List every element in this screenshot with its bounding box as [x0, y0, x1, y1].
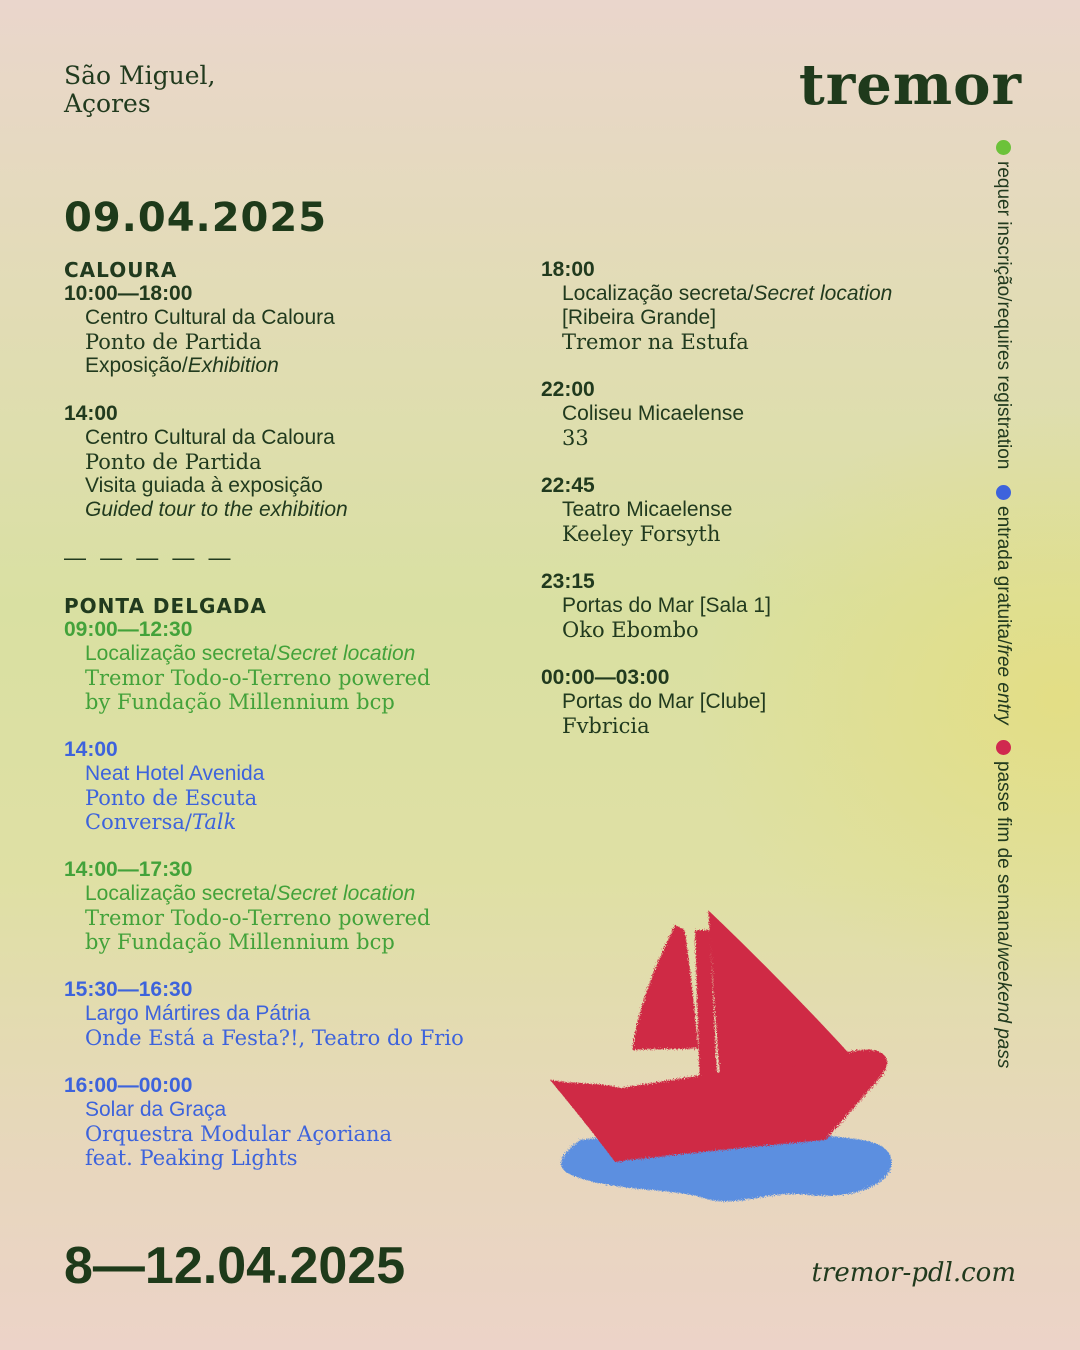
entry-type: Exposição/Exhibition: [85, 354, 279, 377]
entry-time: 18:00: [541, 258, 595, 281]
schedule-entry: [541, 570, 961, 642]
legend-weekend-pass: [991, 740, 1015, 1068]
entry-title: Ponto de Partida: [85, 330, 262, 354]
entry-place: Largo Mártires da Pátria: [85, 1002, 311, 1025]
tremor-logo: tremor: [798, 52, 1022, 118]
entry-time: 16:00—00:00: [64, 1074, 193, 1097]
schedule-right-column: [541, 258, 961, 762]
entry-time: 09:00—12:30: [64, 618, 193, 641]
entry-title: Tremor na Estufa: [562, 330, 749, 354]
entry-title: Ponto de Escuta: [85, 786, 258, 810]
green-dot-icon: [996, 140, 1011, 155]
entry-sponsor: by Fundação Millennium bcp: [85, 690, 395, 714]
schedule-entry: [541, 474, 961, 546]
entry-time: 10:00—18:00: [64, 282, 193, 305]
entry-title: Orquestra Modular Açoriana: [85, 1122, 393, 1146]
schedule-entry: [64, 1074, 504, 1170]
entry-title: Fvbricia: [562, 714, 650, 738]
location-label: [64, 62, 215, 118]
location-line-2: Açores: [64, 89, 151, 118]
entry-time: 00:00—03:00: [541, 666, 670, 689]
red-dot-icon: [996, 740, 1011, 755]
venue-caloura: CALOURA: [64, 258, 178, 282]
boat-sail-left: [632, 925, 698, 1050]
entry-title: Tremor Todo-o-Terreno powered: [85, 906, 431, 930]
entry-title-2: feat. Peaking Lights: [85, 1146, 298, 1170]
entry-place: Portas do Mar [Clube]: [562, 690, 767, 713]
venue-ponta-delgada: PONTA DELGADA: [64, 594, 267, 618]
legend-sidebar: [991, 140, 1015, 1068]
sailboat-illustration: [540, 900, 910, 1210]
entry-title: 33: [562, 426, 589, 450]
entry-type: Conversa/Talk: [85, 810, 237, 834]
schedule-entry: [64, 738, 504, 834]
entry-time: 14:00—17:30: [64, 858, 193, 881]
schedule-entry: [64, 858, 504, 954]
schedule-entry: [541, 258, 961, 354]
schedule-entry: [64, 282, 504, 378]
entry-place: Portas do Mar [Sala 1]: [562, 594, 771, 617]
entry-place: Centro Cultural da Caloura: [85, 306, 335, 329]
entry-time: 22:00: [541, 378, 595, 401]
entry-title: Oko Ebombo: [562, 618, 699, 642]
schedule-entry: [64, 618, 504, 714]
legend-registration: [991, 140, 1015, 469]
schedule-entry: [64, 978, 504, 1050]
section-divider: — — — — —: [64, 545, 235, 570]
entry-place: Neat Hotel Avenida: [85, 762, 265, 785]
location-line-1: São Miguel,: [64, 61, 216, 90]
blue-dot-icon: [996, 485, 1011, 500]
legend-registration-label: requer inscrição/requires registration: [993, 161, 1014, 470]
entry-title: Tremor Todo-o-Terreno powered: [85, 666, 431, 690]
entry-sponsor: by Fundação Millennium bcp: [85, 930, 395, 954]
legend-free-entry: [991, 485, 1015, 725]
legend-free-entry-label: entrada gratuita/free entry: [993, 505, 1014, 725]
schedule-entry: [541, 378, 961, 450]
entry-title: Ponto de Partida: [85, 450, 262, 474]
festival-dates: 8—12.04.2025: [64, 1237, 406, 1295]
entry-description-en: Guided tour to the exhibition: [85, 498, 348, 521]
legend-weekend-pass-label: passe fim de semana/weekend pass: [993, 760, 1014, 1068]
entry-time: 15:30—16:30: [64, 978, 193, 1001]
entry-place: Centro Cultural da Caloura: [85, 426, 335, 449]
entry-place: Coliseu Micaelense: [562, 402, 745, 425]
entry-place: Localização secreta/Secret location: [85, 882, 416, 905]
entry-time: 14:00: [64, 402, 118, 425]
entry-description: Visita guiada à exposição: [85, 474, 323, 497]
boat-sail-right: [708, 910, 855, 1075]
entry-title: Keeley Forsyth: [562, 522, 721, 546]
schedule-entry: [541, 666, 961, 738]
entry-time: 23:15: [541, 570, 595, 593]
entry-place-detail: [Ribeira Grande]: [562, 306, 717, 329]
schedule-left-column: [64, 258, 504, 1194]
entry-time: 22:45: [541, 474, 595, 497]
entry-place: Teatro Micaelense: [562, 498, 733, 521]
schedule-entry: [64, 402, 504, 522]
entry-time: 14:00: [64, 738, 118, 761]
entry-place: Localização secreta/Secret location: [562, 282, 893, 305]
event-date: 09.04.2025: [64, 195, 328, 241]
entry-place: Localização secreta/Secret location: [85, 642, 416, 665]
entry-place: Solar da Graça: [85, 1098, 227, 1121]
entry-title: Onde Está a Festa?!, Teatro do Frio: [85, 1026, 464, 1050]
website-link[interactable]: tremor-pdl.com: [811, 1258, 1016, 1288]
